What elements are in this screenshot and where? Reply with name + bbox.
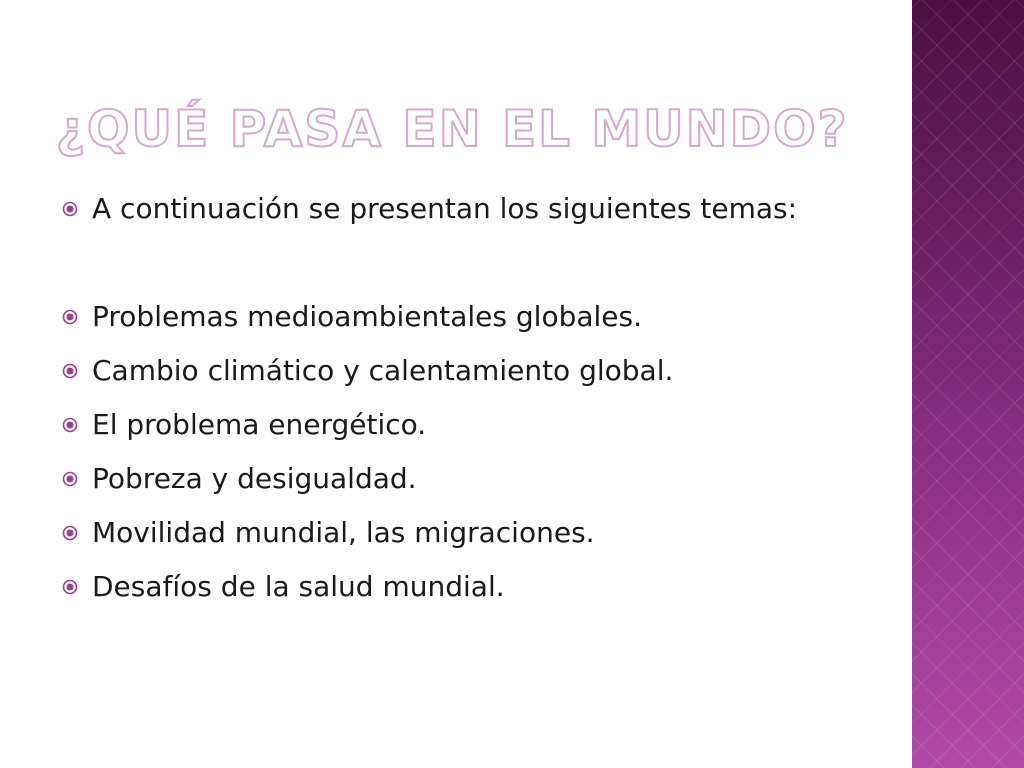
bullet-item	[62, 460, 882, 498]
bullet-text: El problema energético.	[92, 408, 427, 441]
radio-bullet-icon	[62, 201, 78, 217]
radio-bullet-icon	[62, 579, 78, 595]
bullet-text: Cambio climático y calentamiento global.	[92, 354, 674, 387]
bullet-text: Desafíos de la salud mundial.	[92, 570, 505, 603]
decorative-side-band	[912, 0, 1024, 768]
bullet-item	[62, 298, 882, 336]
bullet-text: Problemas medioambientales globales.	[92, 300, 643, 333]
bullet-item	[62, 352, 882, 390]
radio-bullet-icon	[62, 417, 78, 433]
bullet-list	[62, 190, 882, 622]
bullet-text: A continuación se presentan los siguientes temas:	[92, 192, 798, 225]
bullet-text: Movilidad mundial, las migraciones.	[92, 516, 595, 549]
bullet-item	[62, 568, 882, 606]
bullet-item	[62, 406, 882, 444]
slide-title: ¿QUÉ PASA EN EL MUNDO?	[56, 100, 849, 158]
radio-bullet-icon	[62, 471, 78, 487]
bullet-text: Pobreza y desigualdad.	[92, 462, 417, 495]
radio-bullet-icon	[62, 363, 78, 379]
bullet-item	[62, 190, 882, 228]
bullet-item	[62, 514, 882, 552]
radio-bullet-icon	[62, 525, 78, 541]
radio-bullet-icon	[62, 309, 78, 325]
